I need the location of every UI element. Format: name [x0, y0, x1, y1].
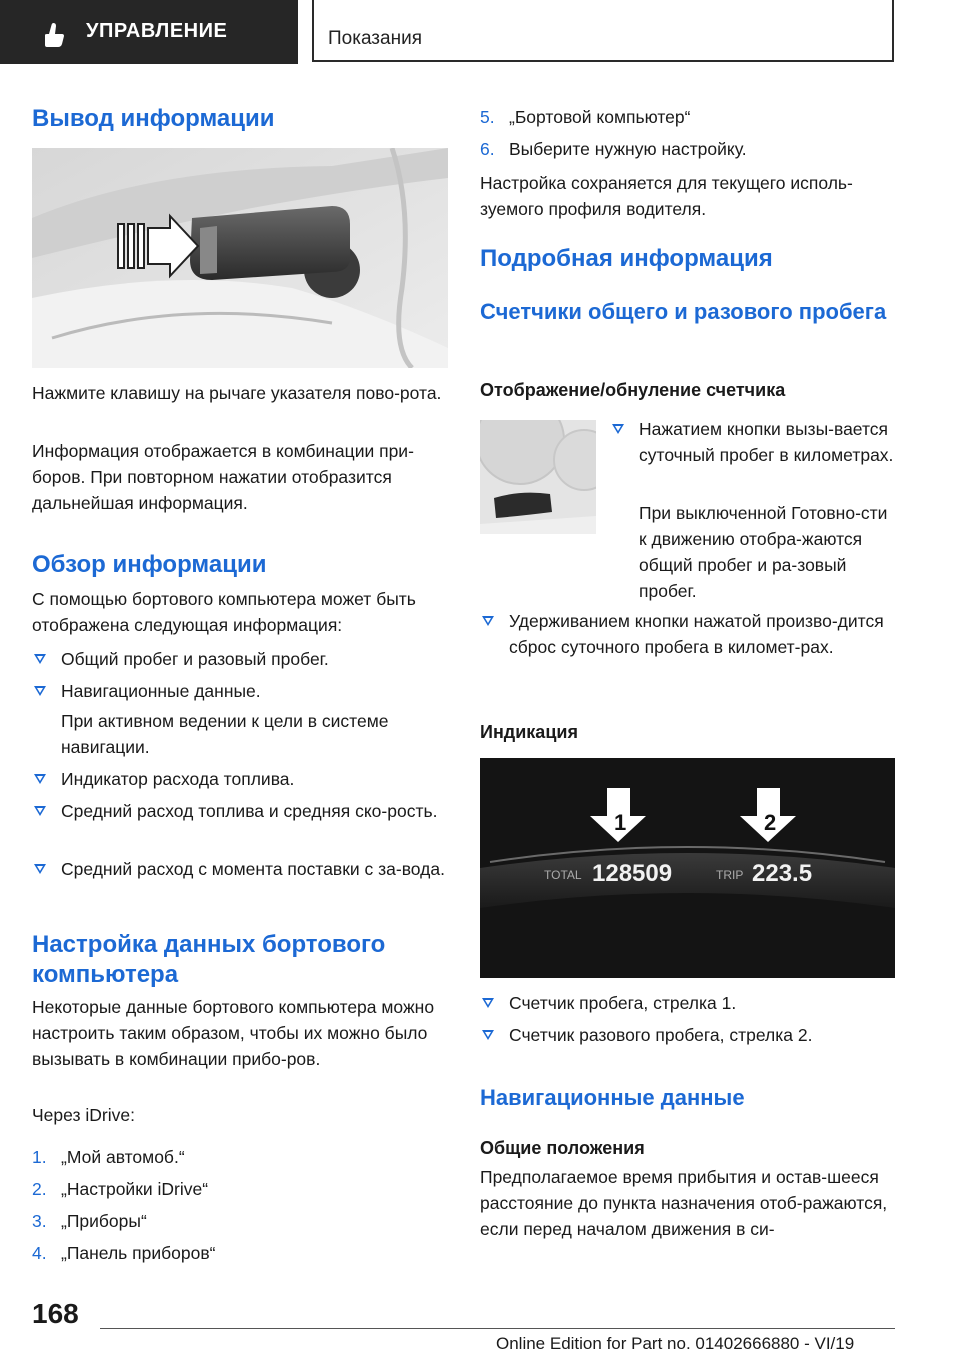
trip-value: 223.5: [752, 860, 813, 887]
list-item: 3. „Приборы“: [32, 1211, 147, 1231]
paragraph-press-key: Нажмите клавишу на рычаге указателя пово-рота.: [32, 383, 442, 403]
header-section-tab: [0, 0, 298, 64]
bullet-triangle-icon: [482, 998, 494, 1008]
list-item: Счетчик пробега, стрелка 1.: [480, 990, 895, 1016]
list-item: Нажатием кнопки вызы-вается суточный пробег в километрах.: [610, 416, 895, 468]
arrow-1-label: 1: [614, 810, 627, 835]
bullet-triangle-icon: [34, 686, 46, 696]
list-item: 5. „Бортовой компьютер“: [480, 107, 691, 127]
footer-edition: Online Edition for Part no. 01402666880 - VI/19: [496, 1334, 855, 1353]
heading-settings: Настройка данных бортового компьютера: [32, 931, 386, 988]
counter-button-illustration: [480, 420, 596, 534]
subsection-title: Показания: [328, 28, 422, 49]
list-item-note: При выключенной Готовно-сти к движению отобра-жаются общий пробег и ра-зовый пробег.: [639, 503, 888, 601]
total-value: 128509: [592, 860, 673, 887]
bullet-triangle-icon: [34, 864, 46, 874]
trip-label: TRIP: [716, 868, 744, 882]
list-item: 4. „Панель приборов“: [32, 1243, 216, 1263]
arrow-2-label: 2: [764, 810, 777, 835]
heading-output: Вывод информации: [32, 105, 275, 132]
paragraph-overview: С помощью бортового компьютера может быть отображена следующая информация:: [32, 589, 416, 635]
paragraph-info-shown: Информация отображается в комбинации при-боров. При повторном нажатии отобразится дальнейшая информация.: [32, 441, 414, 513]
list-item: 2. „Настройки iDrive“: [32, 1179, 209, 1199]
steering-lever-illustration: [32, 148, 448, 368]
heading-indication: Индикация: [480, 722, 578, 742]
heading-nav-data: Навигационные данные: [480, 1085, 745, 1110]
total-label: TOTAL: [544, 868, 582, 882]
bullet-triangle-icon: [34, 774, 46, 784]
section-title: УПРАВЛЕНИЕ: [86, 20, 228, 42]
paragraph-saved: Настройка сохраняется для текущего исполь-зуемого профиля водителя.: [480, 173, 853, 219]
list-item: Индикатор расхода топлива.: [32, 766, 448, 792]
list-item: Общий пробег и разовый пробег.: [32, 646, 448, 672]
list-item: 1. „Мой автомоб.“: [32, 1147, 185, 1167]
paragraph-settings: Некоторые данные бортового компьютера можно настроить таким образом, чтобы их можно было вызывать в комбинации прибо-ров.: [32, 997, 435, 1069]
bullet-triangle-icon: [482, 616, 494, 626]
heading-overview: Обзор информации: [32, 551, 267, 578]
list-item: Средний расход с момента поставки с за-вода.: [32, 856, 448, 882]
heading-reset: Отображение/обнуление счетчика: [480, 380, 786, 400]
list-item: Счетчик разового пробега, стрелка 2.: [480, 1022, 895, 1048]
bullet-triangle-icon: [34, 806, 46, 816]
paragraph-general: Предполагаемое время прибытия и остав-шееся расстояние до пункта назначения отоб-ражаются, если перед началом движения в си-: [480, 1167, 888, 1239]
footer-divider: [100, 1328, 895, 1329]
list-item-note: При активном ведении к цели в системе навигации.: [61, 711, 389, 757]
list-item: 6. Выберите нужную настройку.: [480, 139, 747, 159]
instrument-cluster-display: [480, 758, 895, 978]
list-item: Навигационные данные.: [32, 678, 448, 704]
paragraph-via-idrive: Через iDrive:: [32, 1105, 135, 1125]
bullet-triangle-icon: [612, 424, 624, 434]
hand-icon: [40, 22, 66, 48]
list-item: Удерживанием кнопки нажатой произво-дится сброс суточного пробега в километ-рах.: [480, 608, 895, 660]
heading-counters: Счетчики общего и разового пробега: [480, 299, 887, 324]
bullet-triangle-icon: [482, 1030, 494, 1040]
heading-general: Общие положения: [480, 1138, 645, 1158]
page-number: 168: [32, 1298, 79, 1329]
list-item: Средний расход топлива и средняя ско-рость.: [32, 798, 448, 824]
header-subsection-box: [312, 0, 894, 62]
heading-details: Подробная информация: [480, 245, 773, 272]
bullet-triangle-icon: [34, 654, 46, 664]
